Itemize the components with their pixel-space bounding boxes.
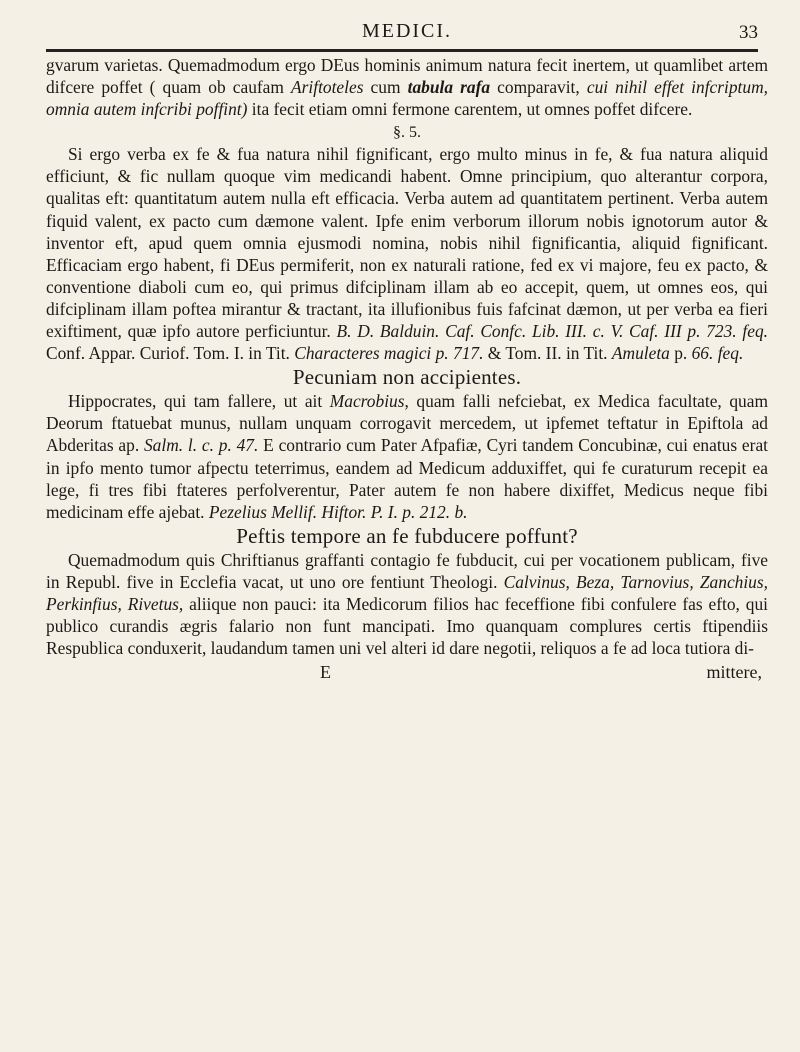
section-mark: §. 5. — [393, 124, 421, 142]
text-segment: Calvinus, Beza, Tarnovius, Zanchius, Perkinfius, Rivetus, — [46, 571, 768, 614]
text-segment: Hippocrates, qui tam fallere, ut ait — [68, 391, 330, 412]
body-text — [46, 54, 768, 683]
text-segment: Ariftoteles — [291, 77, 364, 98]
text-segment: comparavit, — [490, 77, 587, 98]
text-segment: aliique non pauci: ita Medicorum filios hac feceffione fibi confulere fas efto, qui publico curandis ægris falario non funt mancipati. Imo quanquam complures certis ftipendiis Respublica conduxerit, laudandum tamen uni vel alteri id dare negotii, reliquos a fe ad loca tutiora di- — [46, 593, 769, 659]
page-header — [46, 18, 768, 54]
text-segment: cui nihil effet infcriptum, omnia autem infcribi poffint) — [46, 77, 768, 120]
running-head: MEDICI. — [361, 20, 453, 42]
text-segment: 66. feq. — [691, 343, 744, 364]
text-segment: Si ergo verba ex fe & fua natura nihil fignificant, ergo multo minus in fe, & fua natura aliquid efficiunt, & fic nullam quoque vim medicandi habent. Omne principium, quo alterantur corpora, qualitas eft: quantitatum autem nulla eft efficacia. Verba autem ad quantitatem pertinent. Verba autem fiquid valent, ex pacto cum dæmone valent. Ipfe enim verborum illorum nobis ignotorum autor & inventor eft, apud quem omnia ejusmodi nomina, nobis nihil fignificantia, aliquid fignificant. Efficaciam ergo habent, fi DEus permiferit, non ex naturali ratione, fed ex vi majore, feu ex pacto, & conventione diaboli cum eo, qui primus difciplinam illam ab eo accepit, quem, ut omnes eos, qui difciplinam illam poftea mirantur & tractant, ita illufionibus fuis fafcinat dæmon, ut per verba ea fieri exiftiment, quæ ipfo autore perficiuntur. — [46, 144, 768, 342]
text-segment: cum — [363, 77, 408, 98]
text-segment: & Tom. II. in Tit. — [483, 343, 612, 364]
text-segment: Quemadmodum quis Chriftianus graffanti contagio fe fubducit, cui per vocationem publicam, five in Republ. five in Ecclefia vacat, ut uno ore fentiunt Theologi. — [46, 549, 768, 592]
text-segment: tabula rafa — [407, 77, 491, 98]
signature-mark: E — [320, 662, 331, 683]
text-segment: Characteres magici p. 717. — [294, 343, 484, 364]
header-rule — [46, 49, 758, 52]
text-segment: p. — [669, 343, 692, 364]
text-segment: Salm. l. c. p. 47. — [143, 435, 259, 456]
text-segment: Conf. Appar. Curiof. Tom. I. in Tit. — [46, 343, 295, 364]
heading-peftis: Peftis tempore an fe fubducere poffunt? — [236, 523, 578, 548]
paragraph-1 — [46, 54, 768, 120]
text-segment: Macrobius — [329, 391, 405, 412]
catchword: mittere, — [706, 662, 762, 683]
text-segment: , quam falli nefciebat, ex Medica facultate, quam Deorum ftatuebat munus, nullam unquam corrogavit mercedem, ut ipfemet teftatur in Epiftola ad Abderitas ap. — [46, 391, 768, 456]
paragraph-3 — [46, 390, 768, 523]
text-segment: Pezelius Mellif. Hiftor. P. I. p. 212. b. — [208, 501, 468, 522]
heading-pecuniam: Pecuniam non accipientes. — [292, 365, 522, 390]
text-segment: gvarum varietas. Quemadmodum ergo DEus hominis animum natura fecit inertem, ut quamlibet artem difcere poffet ( quam ob caufam — [46, 55, 768, 98]
text-segment: B. D. Balduin. Caf. Confc. Lib. III. c. V. Caf. III p. 723. feq. — [336, 321, 768, 342]
text-segment: E contrario cum Pater Afpafiæ, Cyri tandem Concubinæ, cui enatus erat in ipfo mento tumor afpectu teterrimus, eandem ad Medicum adduxiffet, qui fe curaturum recepit ea lege, fi tres fibi ftateres perfolverentur, Pater autem fe non habere dixiffet, Medicus neque fibi medicinam effe ajebat. — [46, 435, 768, 522]
page-number: 33 — [739, 22, 758, 43]
footer-line — [46, 661, 768, 683]
paragraph-2 — [46, 143, 768, 364]
text-segment: Amuleta — [611, 343, 670, 364]
text-segment: ita fecit etiam omni fermone carentem, ut omnes poffet difcere. — [247, 99, 693, 120]
paragraph-4 — [46, 549, 768, 659]
